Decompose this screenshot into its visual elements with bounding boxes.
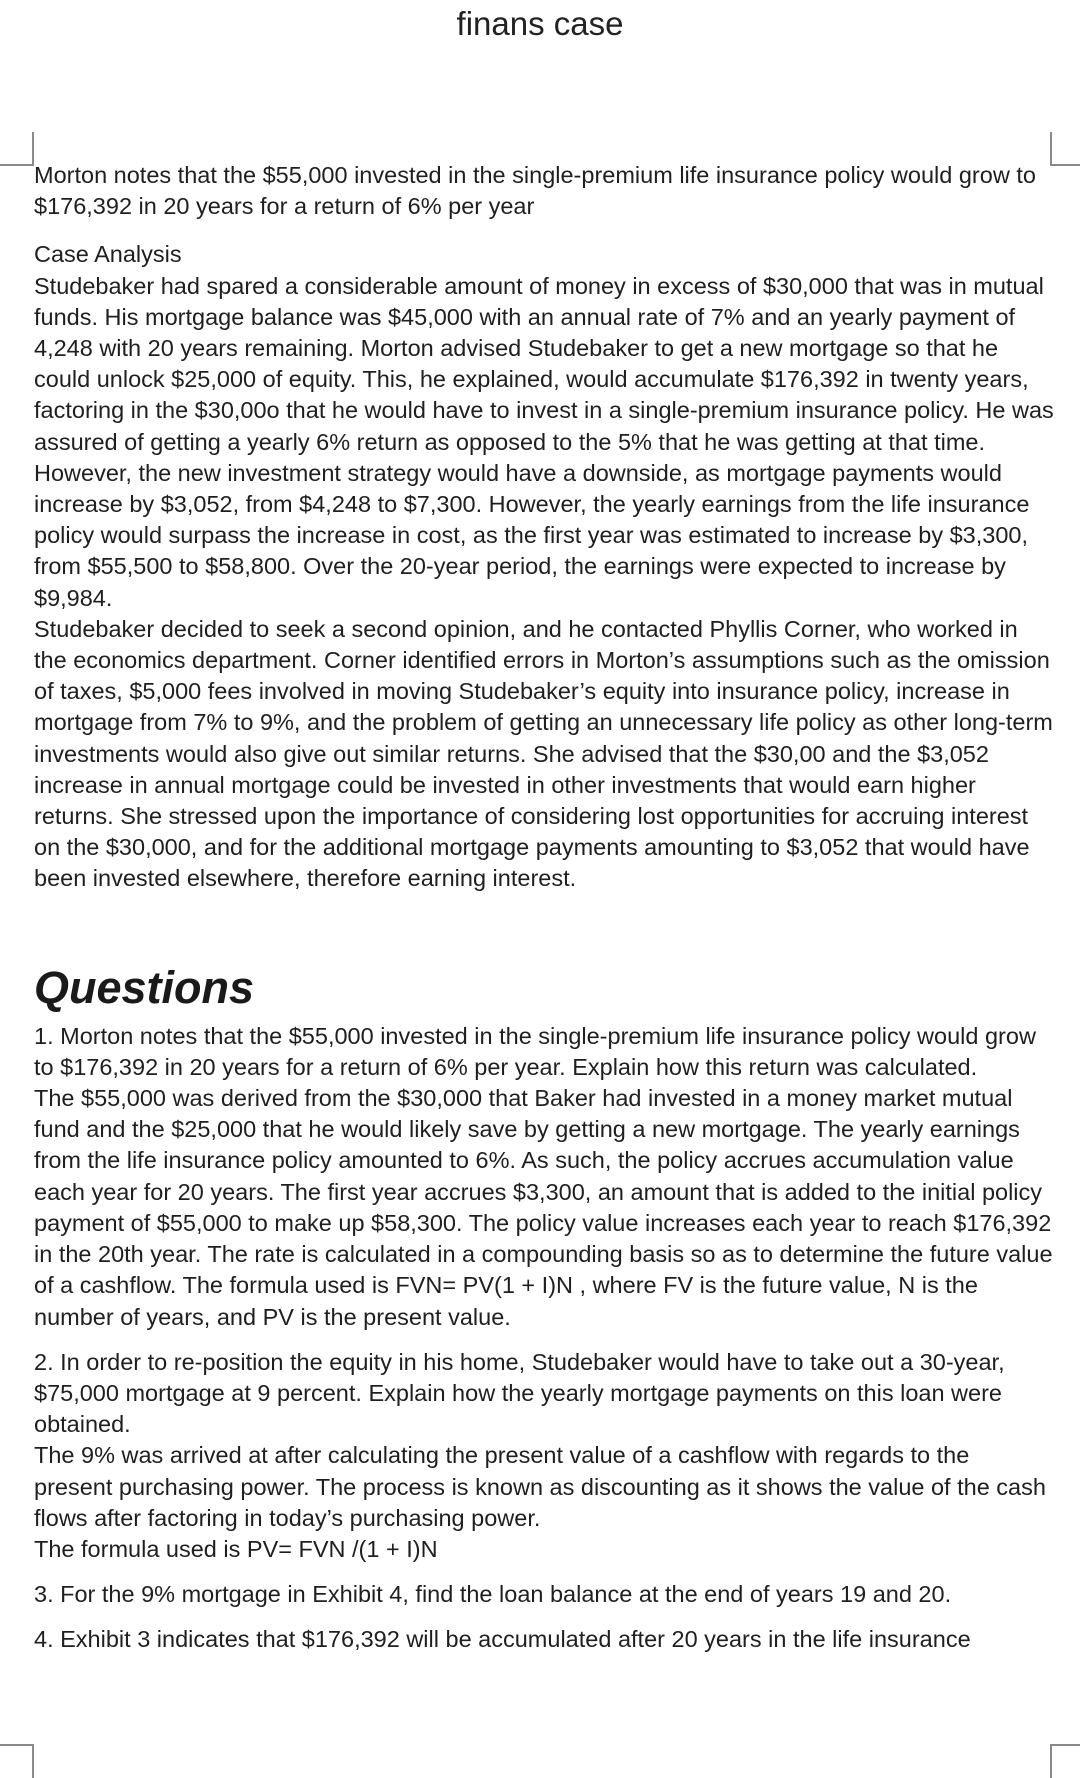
page-corner-marker-top-left	[0, 132, 34, 166]
question-1: 1. Morton notes that the $55,000 invested in the single-premium life insurance policy would grow to $176,392 in 20 years for a return of 6% per year. Explain how this return was calculated.	[34, 1022, 1036, 1080]
document-body	[34, 160, 1054, 1656]
case-analysis-paragraph-2: Studebaker decided to seek a second opinion, and he contacted Phyllis Corner, who worked in the economics department. Corner identified errors in Morton’s assumptions such as the omission of taxes, $5,000 fees involved in moving Studebaker’s equity into insurance policy, increase in mortgage from 7% to 9%, and the problem of getting an unnecessary life policy as other long-term investments would also give out similar returns. She advised that the $30,00 and the $3,052 increase in annual mortgage could be invested in other investments that would earn higher returns. She stressed upon the importance of considering lost opportunities for accruing interest on the $30,000, and for the additional mortgage payments amounting to $3,052 that would have been invested elsewhere, therefore earning interest.	[34, 615, 1053, 892]
answer-2-formula: The formula used is PV= FVN /(1 + I)N	[34, 1535, 438, 1562]
questions-heading: Questions	[34, 961, 255, 1013]
intro-paragraph: Morton notes that the $55,000 invested in the single-premium life insurance policy would grow to $176,392 in 20 years for a return of 6% per year	[34, 162, 1036, 220]
page-corner-marker-top-right	[1050, 132, 1080, 166]
answer-1: The $55,000 was derived from the $30,000 that Baker had invested in a money market mutual fund and the $25,000 that he would likely save by getting a new mortgage. The yearly earnings from the life insurance policy amounted to 6%. As such, the policy accrues accumulation value each year for 20 years. The first year accrues $3,300, an amount that is added to the initial policy payment of $55,000 to make up $58,300. The policy value increases each year to reach $176,392 in the 20th year. The rate is calculated in a compounding basis so as to determine the future value of a cashflow. The formula used is FVN= PV(1 + I)N , where FV is the future value, N is the number of years, and PV is the present value.	[34, 1085, 1053, 1330]
question-4: 4. Exhibit 3 indicates that $176,392 will be accumulated after 20 years in the life insurance	[34, 1626, 971, 1653]
document-title: finans case	[456, 5, 624, 42]
question-2: 2. In order to re-position the equity in his home, Studebaker would have to take out a 30-year, $75,000 mortgage at 9 percent. Explain how the yearly mortgage payments on this loan were obtained.	[34, 1348, 1005, 1438]
question-3: 3. For the 9% mortgage in Exhibit 4, find the loan balance at the end of years 19 and 20.	[34, 1581, 952, 1608]
page-corner-marker-bottom-right	[1050, 1744, 1080, 1778]
case-analysis-paragraph-1: Studebaker had spared a considerable amount of money in excess of $30,000 that was in mutual funds. His mortgage balance was $45,000 with an annual rate of 7% and an yearly payment of 4,248 with 20 years remaining. Morton advised Studebaker to get a new mortgage so that he could unlock $25,000 of equity. This, he explained, would accumulate $176,392 in twenty years, factoring in the $30,00o that he would have to invest in a single-premium insurance policy. He was assured of getting a yearly 6% return as opposed to the 5% that he was getting at that time. However, the new investment strategy would have a downside, as mortgage payments would increase by $3,052, from $4,248 to $7,300. However, the yearly earnings from the life insurance policy would surpass the increase in cost, as the first year was estimated to increase by $3,300, from $55,500 to $58,800. Over the 20-year period, the earnings were expected to increase by $9,984.	[34, 272, 1054, 611]
page-corner-marker-bottom-left	[0, 1744, 34, 1778]
case-analysis-heading: Case Analysis	[34, 241, 182, 268]
answer-2: The 9% was arrived at after calculating the present value of a cashflow with regards to the present purchasing power. The process is known as discounting as it shows the value of the cash flows after factoring in today’s purchasing power.	[34, 1442, 1046, 1531]
